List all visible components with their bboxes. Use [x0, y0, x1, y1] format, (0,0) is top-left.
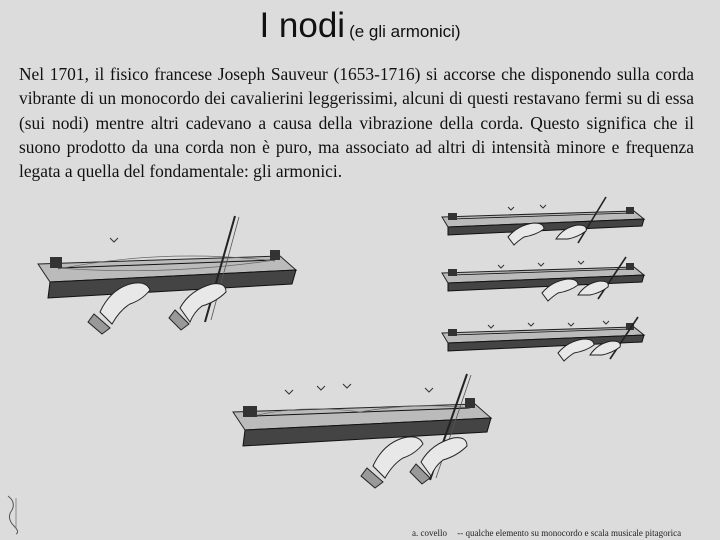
monochord-engraving-fundamental [30, 212, 305, 337]
slide-title [0, 6, 720, 46]
margin-ornament-icon [2, 492, 22, 536]
footer-author: a. covello [412, 528, 447, 538]
title-main: I nodi [259, 6, 346, 45]
monochord-engraving-harmonic-3 [438, 255, 648, 310]
slide-paragraph: Nel 1701, il fisico francese Joseph Sauveur (1653-1716) si accorse che disponendo sulla corda vibrante di un monocordo dei cavalierini leggerissimi, alcuni di questi restavano fermi su di essa (sui nodi) mentre altri cadevano a causa della vibrazione della corda. Questo significa che il suono prodotto da una corda non è puro, ma associato ad altri di intensità minore e frequenza legata a quella del fondamentale: gli armonici. [19, 64, 694, 182]
title-subtitle: (e gli armonici) [349, 22, 461, 41]
monochord-engraving-harmonic-2 [438, 195, 648, 255]
slide-footer [412, 528, 712, 538]
monochord-engraving-harmonic-4 [438, 315, 648, 370]
monochord-engraving-harmonic-large [225, 370, 500, 495]
footer-note: -- qualche elemento su monocordo e scala musicale pitagorica [457, 528, 682, 538]
